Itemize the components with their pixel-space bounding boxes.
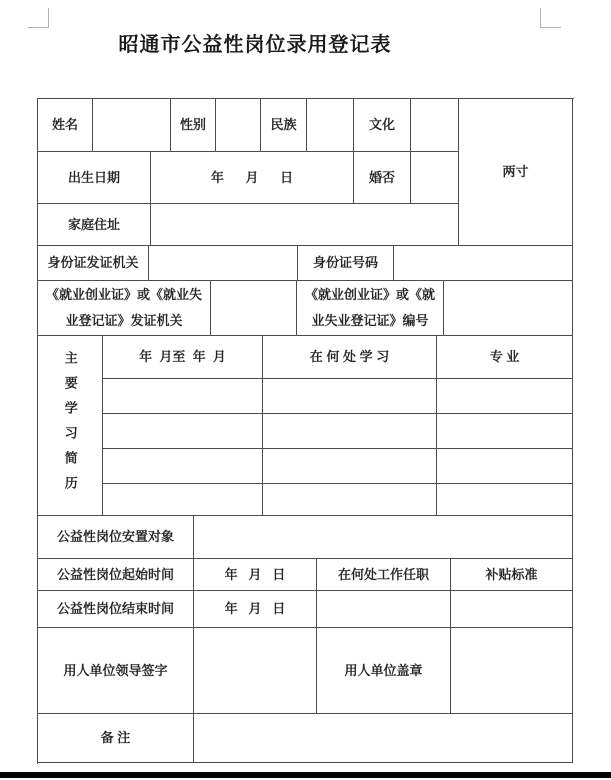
registration-form-table	[37, 98, 574, 764]
study-major-input-cell[interactable]	[437, 449, 573, 484]
work-place-input-cell[interactable]	[317, 591, 451, 628]
work-place-header: 在何处工作任职	[317, 559, 451, 591]
birth-date-label: 出生日期	[38, 152, 151, 204]
study-period-input-cell[interactable]	[103, 484, 263, 516]
culture-label: 文化	[354, 99, 411, 152]
study-period-input-cell[interactable]	[103, 379, 263, 414]
id-number-label: 身份证号码	[298, 246, 394, 281]
photo-cell[interactable]: 两寸	[459, 99, 573, 246]
study-place-input-cell[interactable]	[263, 449, 437, 484]
address-label: 家庭住址	[38, 204, 151, 246]
remarks-input-cell[interactable]	[194, 714, 573, 763]
gender-input-cell[interactable]	[216, 99, 261, 152]
cert-issuer-input-cell[interactable]	[211, 281, 297, 336]
study-place-input-cell[interactable]	[263, 484, 437, 516]
subsidy-header: 补贴标准	[451, 559, 573, 591]
leader-signature-input-cell[interactable]	[194, 628, 317, 714]
position-end-label: 公益性岗位结束时间	[38, 591, 194, 628]
page-title: 昭通市公益性岗位录用登记表	[118, 34, 392, 56]
study-major-input-cell[interactable]	[437, 484, 573, 516]
margin-mark-top-right-horizontal	[540, 27, 561, 28]
unit-seal-input-cell[interactable]	[451, 628, 573, 714]
position-start-input-cell[interactable]: 年 月 日	[194, 559, 317, 591]
name-input-cell[interactable]	[93, 99, 171, 152]
id-number-input-cell[interactable]	[394, 246, 573, 281]
margin-mark-top-right-vertical	[540, 8, 541, 28]
cert-number-label: 《就业创业证》或《就业失业登记证》编号	[297, 281, 444, 336]
position-end-input-cell[interactable]: 年 月 日	[194, 591, 317, 628]
placement-target-input-cell[interactable]	[194, 516, 573, 559]
study-history-section-label: 主要学习简历	[38, 336, 103, 516]
address-input-cell[interactable]	[151, 204, 459, 246]
id-issuer-input-cell[interactable]	[149, 246, 298, 281]
cert-number-input-cell[interactable]	[444, 281, 573, 336]
cert-issuer-label: 《就业创业证》或《就业失业登记证》发证机关	[38, 281, 211, 336]
leader-signature-label: 用人单位领导签字	[38, 628, 194, 714]
remarks-label: 备 注	[38, 714, 194, 763]
name-label: 姓名	[38, 99, 93, 152]
subsidy-input-cell[interactable]	[451, 591, 573, 628]
placement-target-label: 公益性岗位安置对象	[38, 516, 194, 559]
study-place-header: 在 何 处 学 习	[263, 336, 437, 379]
study-major-input-cell[interactable]	[437, 414, 573, 449]
margin-mark-top-left-vertical	[48, 8, 49, 28]
ethnicity-input-cell[interactable]	[307, 99, 354, 152]
marital-label: 婚否	[354, 152, 411, 204]
study-major-input-cell[interactable]	[437, 379, 573, 414]
study-period-header: 年 月至 年 月	[103, 336, 263, 379]
study-major-header: 专 业	[437, 336, 573, 379]
ethnicity-label: 民族	[261, 99, 307, 152]
study-place-input-cell[interactable]	[263, 414, 437, 449]
position-start-label: 公益性岗位起始时间	[38, 559, 194, 591]
study-period-input-cell[interactable]	[103, 414, 263, 449]
id-issuer-label: 身份证发证机关	[38, 246, 149, 281]
gender-label: 性别	[171, 99, 216, 152]
unit-seal-label: 用人单位盖章	[317, 628, 451, 714]
study-place-input-cell[interactable]	[263, 379, 437, 414]
study-period-input-cell[interactable]	[103, 449, 263, 484]
page-bottom-edge	[0, 772, 611, 778]
marital-input-cell[interactable]	[411, 152, 459, 204]
birth-date-input-cell[interactable]: 年 月 日	[151, 152, 354, 204]
culture-input-cell[interactable]	[411, 99, 459, 152]
